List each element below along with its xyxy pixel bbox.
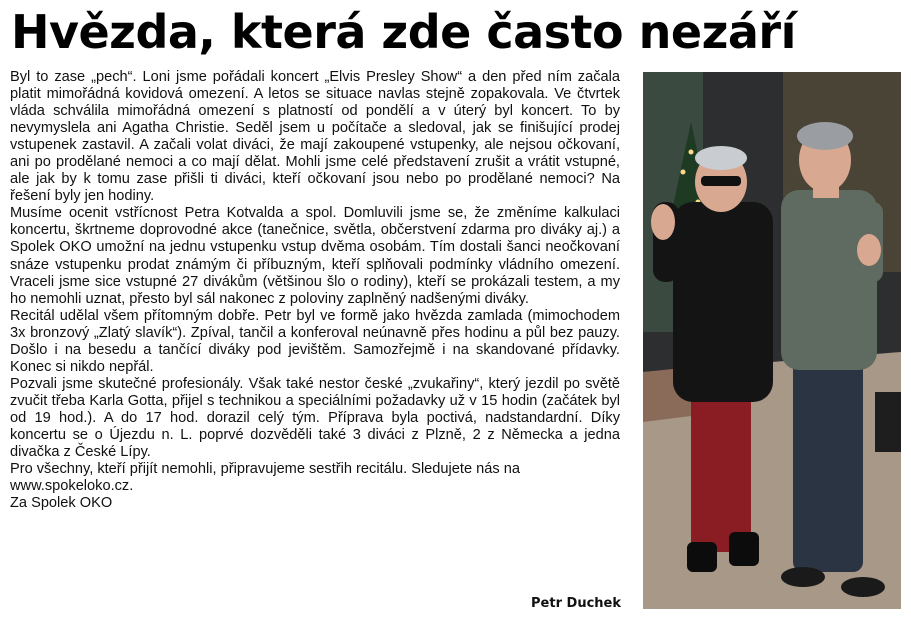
paragraph-2: Musíme ocenit vstřícnost Petra Kotvalda a spol. Domluvili jsme se, že změníme kalkulaci koncertu, škrtneme doprovodné akce (tanečnice, světla, občerstvení zdarma pro diváky aj.) a Spolek OKO umožní na jednu vstupenku vstup dvěma osobám. Tím dostali šanci neočkovaní snáze vstupenku prodat známým či příbuzným, kteří splňovali podmínky vládního omezení. Vraceli jsme sice vstupné 27 divákům (většinou šlo o rodiny), kteří se prokázali testem, a my ho nemohli uznat, přesto byl sál nakonec z poloviny zaplněný nadšenými diváky. [10, 205, 620, 307]
paragraph-4: Pozvali jsme skutečné profesionály. Však také nestor české „zvukařiny“, který jezdil po světě zvučit třeba Karla Gotta, přijel s technikou a speciálními požadavky už v 15 hodin (začátek byl od 19 hod.). A do 17 hod. dorazil celý tým. Příprava byla poctivá, nadstandardní. Díky koncertu se o Újezdu n. L. poprvé dozvěděli také 3 diváci z Plzně, 2 z Německa a jedna divačka z České Lípy. [10, 375, 620, 461]
paragraph-1: Byl to zase „pech“. Loni jsme pořádali koncert „Elvis Presley Show“ a den před ním začala platit mimořádná kovidová omezení. A letos se situace navlas stejně zopakovala. Ve čtvrtek vláda schválila mimořádná omezení s platností od pondělí a v úterý byl koncert. To by nevymyslela ani Agatha Christie. Seděl jsem u počítače a sledoval, jak se finišující prodej vstupenek zastavil. A začali volat diváci, že mají zakoupené vstupenky, ale nejsou očkovaní, ani po prodělané nemoci a co mají dělat. Mohli jsme celé představení zrušit a vrátit vstupné, ale jak by k tomu zase přišli ti diváci, kteří očkovaní jsou nebo po prodělané nemoci? Na řešení byly jen hodiny. [10, 69, 620, 205]
article-body [10, 69, 620, 512]
left-man-hand [651, 204, 675, 240]
left-man-glasses [701, 176, 741, 186]
left-man-jacket [673, 202, 773, 402]
paragraph-3: Recitál udělal všem přítomným dobře. Petr byl ve formě jako hvězda zamlada (mimochodem 3x bronzový „Zlatý slavík“). Zpíval, tančil a konferoval neúnavně přes hodinu a půl bez pauzy. Došlo i na besedu a tančící diváky pod jevištěm. Samozřejmě i na skandované přídavky. Konec si nikdo nepřál. [10, 307, 620, 375]
right-man-jeans [793, 342, 863, 572]
tree-light [681, 170, 686, 175]
photo-equipment-case [875, 392, 901, 452]
left-man-boot-left [687, 542, 717, 572]
tree-light [689, 150, 694, 155]
paragraph-5: Pro všechny, kteří přijít nemohli, připravujeme sestřih recitálu. Sledujete nás na www.spokeloko.cz. [10, 461, 520, 495]
right-man-shoe-left [781, 567, 825, 587]
right-man-hair [797, 122, 853, 150]
photo-two-men [643, 72, 901, 609]
left-man-hair [695, 146, 747, 170]
author-signature: Petr Duchek [531, 596, 621, 611]
headline: Hvězda, která zde často nezáří [11, 5, 796, 59]
right-man-shoe-right [841, 577, 885, 597]
closing-line: Za Spolek OKO [10, 495, 113, 512]
right-man-hand [857, 234, 881, 266]
left-man-boot-right [729, 532, 759, 566]
left-man-trousers [691, 382, 751, 552]
